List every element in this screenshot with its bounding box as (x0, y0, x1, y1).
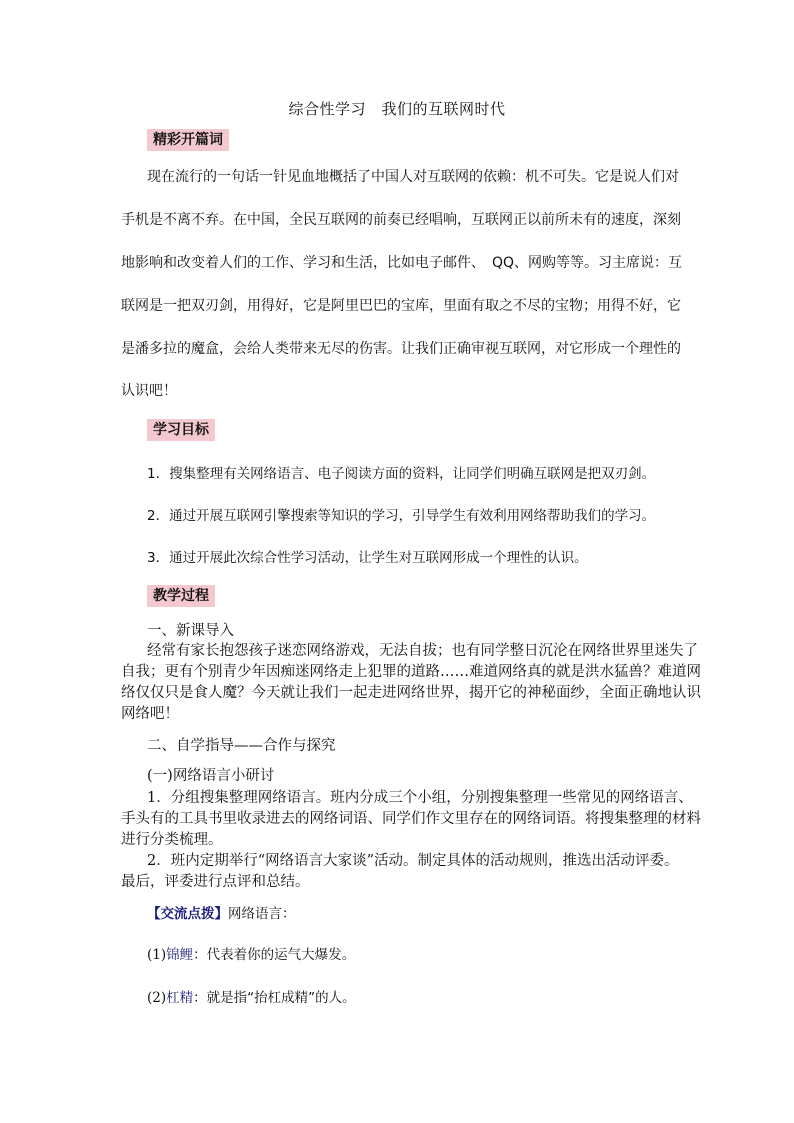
opening-line: 现在流行的一句话一针见血地概括了中国人对互联网的依赖：机不可失。它是说人们对 (147, 169, 679, 185)
section-heading-opening: 精彩开篇词 (147, 129, 229, 151)
term-definition: ：就是指“抬杠成精”的人。 (193, 990, 356, 1006)
body-line: 网络吧！ (121, 706, 179, 722)
term-word: 锦鲤 (166, 947, 194, 963)
subheading-seminar: (一)网络语言小研讨 (147, 768, 275, 784)
body-line: 络仅仅只是食人魔？今天就让我们一起走进网络世界，揭开它的神秘面纱，全面正确地认识 (121, 685, 701, 701)
term-number: (1) (147, 947, 167, 963)
body-line: 进行分类梳理。 (121, 832, 223, 848)
body-line: 2．班内定期举行“网络语言大家谈”活动。制定具体的活动规则，推选出活动评委。 (147, 853, 679, 869)
section-heading-goals: 学习目标 (147, 419, 215, 441)
goal-item: 3．通过开展此次综合性学习活动，让学生对互联网形成一个理性的认识。 (147, 550, 588, 566)
subheading-self-study: 二、自学指导——合作与探究 (147, 738, 336, 754)
opening-line: 联网是一把双刃剑，用得好，它是阿里巴巴的宝库，里面有取之不尽的宝物；用得不好，它 (121, 298, 681, 314)
exchange-tip (147, 902, 296, 922)
opening-line: 手机是不离不弃。在中国，全民互联网的前奏已经唱响，互联网正以前所未有的速度，深刻 (121, 212, 681, 228)
opening-line: 认识吧！ (121, 383, 177, 399)
exchange-label: 【交流点拨】 (147, 906, 228, 922)
term-word: 杠精 (166, 990, 194, 1006)
body-line: 自我；更有个别青少年因痴迷网络走上犯罪的道路……难道网络真的就是洪水猛兽？难道网 (121, 664, 701, 680)
body-line: 1．分组搜集整理网络语言。班内分成三个小组，分别搜集整理一些常见的网络语言、 (147, 790, 693, 806)
goal-item: 1．搜集整理有关网络语言、电子阅读方面的资料，让同学们明确互联网是把双刃剑。 (147, 466, 656, 482)
term-number: (2) (147, 990, 167, 1006)
section-heading-process: 教学过程 (147, 585, 215, 607)
opening-line: 地影响和改变着人们的工作、学习和生活，比如电子邮件、 QQ、网购等等。习主席说：互 (121, 255, 683, 271)
page-title: 综合性学习 我们的互联网时代 (288, 100, 506, 118)
term-item (147, 943, 355, 963)
opening-line: 是潘多拉的魔盒，会给人类带来无尽的伤害。让我们正确审视互联网，对它形成一个理性的 (121, 341, 681, 357)
body-line: 最后，评委进行点评和总结。 (121, 874, 310, 890)
goal-item: 2．通过开展互联网引擎搜索等知识的学习，引导学生有效利用网络帮助我们的学习。 (147, 508, 656, 524)
exchange-text: 网络语言： (228, 906, 296, 922)
term-item (147, 986, 356, 1006)
subheading-intro: 一、新课导入 (147, 623, 234, 639)
body-line: 经常有家长抱怨孩子迷恋网络游戏，无法自拔；也有同学整日沉沦在网络世界里迷失了 (147, 643, 698, 659)
term-definition: ：代表着你的运气大爆发。 (193, 947, 356, 963)
body-line: 手头有的工具书里收录进去的网络词语、同学们作文里存在的网络词语。将搜集整理的材料 (121, 811, 701, 827)
